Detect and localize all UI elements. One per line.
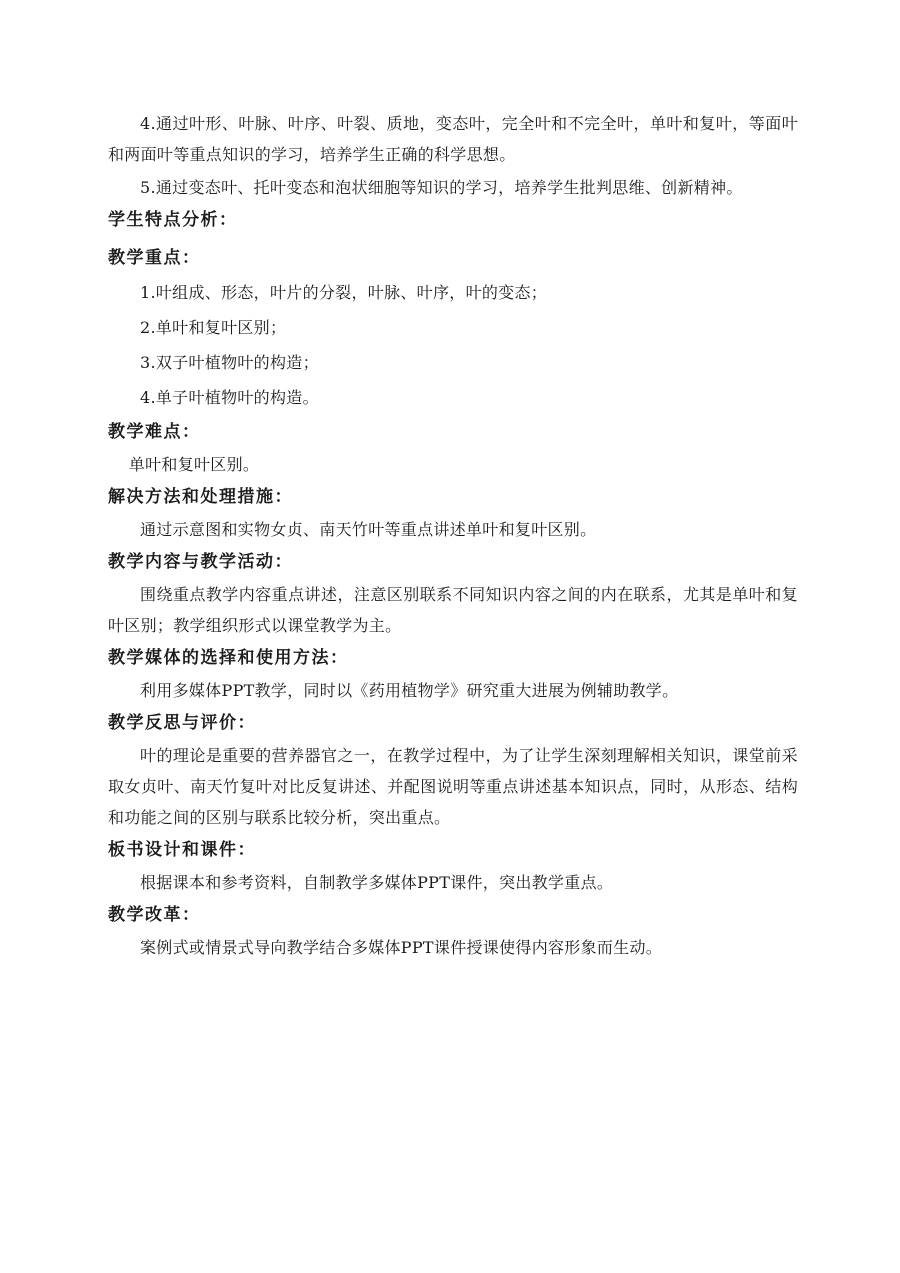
objective-item-5: 5.通过变态叶、托叶变态和泡状细胞等知识的学习，培养学生批判思维、创新精神。 [140,178,743,197]
key-points-list [108,275,798,415]
reform-text: 案例式或情景式导向教学结合多媒体PPT课件授课使得内容形象而生动。 [140,938,663,957]
media-text: 利用多媒体PPT教学，同时以《药用植物学》研究重大进展为例辅助教学。 [140,681,679,700]
key-points-heading: 教学重点： [108,248,201,268]
difficulties-text: 单叶和复叶区别。 [128,455,260,474]
content-activities-heading: 教学内容与教学活动： [108,552,293,572]
reflection-text: 叶的理论是重要的营养器官之一，在教学过程中，为了让学生深刻理解相关知识，课堂前采取女贞叶、南天竹复叶对比反复讲述、并配图说明等重点讲述基本知识点，同时，从形态、结构和功能之间的区别与联系比较分析，突出重点。 [108,746,798,827]
reflection-heading: 教学反思与评价： [108,713,256,733]
student-analysis-heading: 学生特点分析： [108,210,238,230]
solutions-text: 通过示意图和实物女贞、南天竹叶等重点讲述单叶和复叶区别。 [140,520,597,539]
document-body [108,108,798,963]
difficulties-heading: 教学难点： [108,422,201,442]
board-design-heading: 板书设计和课件： [108,840,256,860]
media-heading: 教学媒体的选择和使用方法： [108,648,349,668]
objective-item-4: 4.通过叶形、叶脉、叶序、叶裂、质地，变态叶，完全叶和不完全叶，单叶和复叶，等面叶和两面叶等重点知识的学习，培养学生正确的科学思想。 [108,114,798,164]
solutions-heading: 解决方法和处理措施： [108,487,293,507]
key-point-item: 4.单子叶植物叶的构造。 [140,388,319,407]
content-activities-text: 围绕重点教学内容重点讲述，注意区别联系不同知识内容之间的内在联系，尤其是单叶和复叶区别；教学组织形式以课堂教学为主。 [108,585,798,635]
reform-heading: 教学改革： [108,905,201,925]
board-design-text: 根据课本和参考资料，自制教学多媒体PPT课件，突出教学重点。 [140,873,614,892]
key-point-item: 3.双子叶植物叶的构造； [140,353,319,372]
key-point-item: 2.单叶和复叶区别； [140,318,287,337]
key-point-item: 1.叶组成、形态，叶片的分裂，叶脉、叶序，叶的变态； [140,283,548,302]
